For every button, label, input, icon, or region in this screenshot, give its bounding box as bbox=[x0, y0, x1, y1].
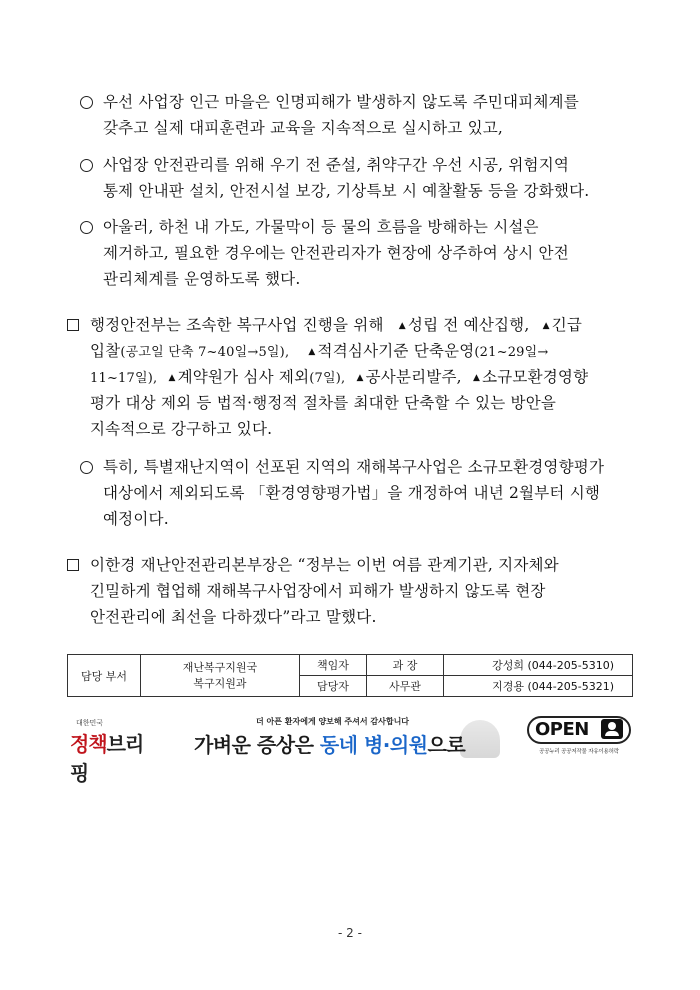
paragraph-6-line-2: 긴밀하게 협업해 재해복구사업장에서 피해가 발생하지 않도록 현장 bbox=[90, 582, 546, 600]
paragraph-4-item: 공사분리발주, bbox=[365, 368, 462, 386]
triangle-bullet-icon: ▲ bbox=[308, 347, 316, 357]
paragraph-4-line-4: 평가 대상 제외 등 법적·행정적 절차를 최대한 단축할 수 있는 방안을 bbox=[90, 394, 557, 412]
paragraph-4-item: 소규모환경영향 bbox=[482, 368, 589, 386]
paragraph-4-item: 성립 전 예산집행, bbox=[407, 316, 530, 334]
contact-name: 지경용 bbox=[492, 680, 524, 693]
paragraph-5-line-2: 대상에서 제외되도록 「환경영향평가법」을 개정하여 내년 2월부터 시행 bbox=[103, 484, 601, 502]
paragraph-4-item: 계약원가 심사 제외 bbox=[177, 368, 310, 386]
banner-text-c: 으로 bbox=[427, 733, 466, 757]
paragraph-4-line-2 bbox=[90, 341, 549, 363]
circle-bullet-icon bbox=[80, 159, 93, 172]
logo-black-text: 브리핑 bbox=[70, 732, 144, 785]
paragraph-4-text: 행정안전부는 조속한 복구사업 진행을 위해 bbox=[90, 316, 384, 334]
title-cell: 사무관 bbox=[367, 676, 444, 697]
contact-name: 강성희 bbox=[492, 659, 524, 672]
circle-bullet-icon bbox=[80, 221, 93, 234]
contact-table bbox=[67, 654, 633, 697]
paragraph-3-line-2: 제거하고, 필요한 경우에는 안전관리자가 현장에 상주하여 상시 안전 bbox=[103, 244, 569, 262]
paragraph-3-line-3: 관리체계를 운영하도록 했다. bbox=[103, 270, 301, 288]
policy-briefing-logo bbox=[70, 718, 150, 785]
paragraph-4-line-3 bbox=[90, 367, 588, 389]
open-license-logo bbox=[527, 716, 631, 762]
paragraph-2-line-1: 사업장 안전관리를 위해 우기 전 준설, 취약구간 우선 시공, 위험지역 bbox=[103, 156, 570, 174]
paragraph-3-line-1: 아울러, 하천 내 가도, 가물막이 등 물의 흐름을 방해하는 시설은 bbox=[103, 218, 539, 236]
patient-illustration-icon bbox=[460, 720, 500, 758]
dept-label: 담당 부서 bbox=[68, 655, 141, 697]
clinic-campaign-banner bbox=[194, 716, 506, 760]
banner-text-highlight: 동네 병·의원 bbox=[319, 733, 428, 757]
title-cell: 과 장 bbox=[367, 655, 444, 676]
triangle-bullet-icon: ▲ bbox=[472, 373, 481, 383]
logo-top-text: 대한민국 bbox=[76, 719, 104, 727]
paragraph-4-note: (21~29일→ bbox=[474, 345, 549, 360]
triangle-bullet-icon: ▲ bbox=[356, 373, 364, 383]
paragraph-4-line-5: 지속적으로 강구하고 있다. bbox=[90, 420, 273, 438]
contact-phone: (044-205-5310) bbox=[527, 659, 614, 672]
attribution-person-icon bbox=[601, 719, 623, 739]
open-logo-caption: 공공누리 공공저작물 자유이용허락 bbox=[539, 749, 619, 755]
paragraph-1-line-1: 우선 사업장 인근 마을은 인명피해가 발생하지 않도록 주민대피체계를 bbox=[103, 93, 579, 111]
square-bullet-icon bbox=[67, 319, 79, 331]
table-row bbox=[68, 655, 633, 676]
paragraph-4-item: 적격심사기준 단축운영 bbox=[317, 342, 475, 360]
paragraph-1-line-2: 갖추고 실제 대피훈련과 교육을 지속적으로 실시하고 있고, bbox=[103, 119, 504, 137]
dept-name bbox=[141, 655, 300, 697]
dept-name-line-1: 재난복구지원국 bbox=[182, 660, 258, 674]
contact-name-phone bbox=[444, 655, 633, 676]
paragraph-4-item: 긴급 bbox=[551, 316, 583, 334]
paragraph-4-note: (공고일 단축 7~40일→5일), bbox=[120, 345, 290, 360]
circle-bullet-icon bbox=[80, 461, 93, 474]
triangle-bullet-icon: ▲ bbox=[398, 321, 406, 331]
square-bullet-icon bbox=[67, 559, 79, 571]
logo-red-text: 정책 bbox=[70, 732, 107, 756]
banner-headline bbox=[194, 729, 465, 758]
paragraph-4-item: 입찰 bbox=[90, 342, 121, 360]
banner-text-a: 가벼운 증상은 bbox=[194, 733, 320, 757]
paragraph-4-line-1 bbox=[90, 315, 582, 336]
role-cell: 담당자 bbox=[300, 676, 367, 697]
paragraph-6-line-1: 이한경 재난안전관리본부장은 “정부는 이번 여름 관계기관, 지자체와 bbox=[90, 556, 559, 574]
banner-subtitle: 더 아픈 환자에게 양보해 주셔서 감사합니다 bbox=[256, 717, 410, 726]
role-cell: 책임자 bbox=[300, 655, 367, 676]
paragraph-4-note: 11~17일), bbox=[90, 371, 158, 386]
paragraph-2-line-2: 통제 안내판 설치, 안전시설 보강, 기상특보 시 예찰활동 등을 강화했다. bbox=[103, 182, 590, 200]
contact-name-phone bbox=[444, 676, 633, 697]
circle-bullet-icon bbox=[80, 96, 93, 109]
paragraph-5-line-3: 예정이다. bbox=[103, 510, 169, 528]
open-logo-text: OPEN bbox=[535, 719, 589, 740]
paragraph-6-line-3: 안전관리에 최선을 다하겠다”라고 말했다. bbox=[90, 608, 377, 626]
triangle-bullet-icon: ▲ bbox=[168, 373, 176, 383]
page-number: - 2 - bbox=[338, 926, 362, 940]
logo-main-text bbox=[70, 728, 150, 786]
paragraph-4-note: (7일), bbox=[309, 371, 346, 386]
dept-name-line-2: 복구지원과 bbox=[193, 676, 247, 690]
paragraph-5-line-1: 특히, 특별재난지역이 선포된 지역의 재해복구사업은 소규모환경영향평가 bbox=[103, 458, 605, 476]
triangle-bullet-icon: ▲ bbox=[542, 321, 550, 331]
contact-phone: (044-205-5321) bbox=[527, 680, 614, 693]
